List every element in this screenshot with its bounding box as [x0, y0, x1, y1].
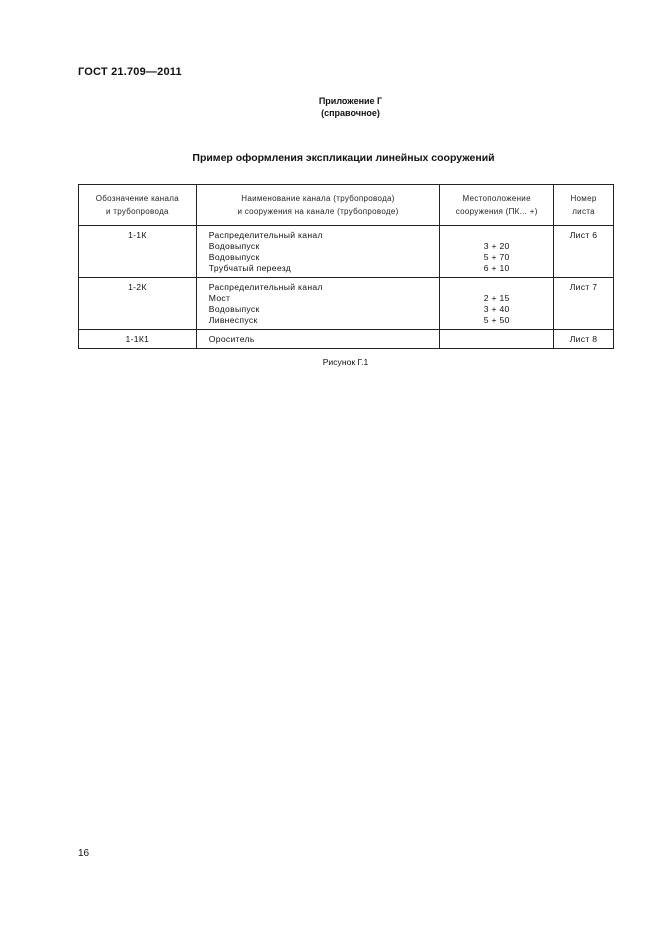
- cell-name-item: Распределительный канал: [208, 282, 323, 292]
- header-code: [79, 185, 197, 226]
- cell-code: 1-1К: [79, 226, 197, 278]
- cell-name-item: Водовыпуск: [208, 241, 260, 251]
- figure-title: [0, 152, 661, 164]
- figure-caption: [0, 357, 661, 367]
- appendix-heading: [0, 95, 661, 119]
- cell-name-item: Распределительный канал: [208, 230, 323, 240]
- cell-name-item: Трубчатый переезд: [208, 263, 292, 273]
- header-location-line2: сооружения (ПК... +): [455, 207, 538, 216]
- table-header-row: [79, 185, 614, 226]
- cell-name-item: Ороситель: [208, 334, 255, 344]
- figure-title-text: Пример оформления экспликации линейных сооружений: [192, 152, 495, 164]
- header-sheet: [554, 185, 614, 226]
- appendix-title: Приложение Г: [318, 96, 383, 106]
- cell-names: [196, 330, 439, 349]
- header-location: [440, 185, 554, 226]
- cell-location-item: 6 + 10: [483, 263, 510, 273]
- cell-locations: [440, 278, 554, 330]
- header-code-line2: и трубопровода: [105, 207, 169, 216]
- cell-sheet: Лист 6: [554, 226, 614, 278]
- cell-name-item: Мост: [208, 293, 231, 303]
- standard-designation: ГОСТ 21.709—2011: [78, 66, 182, 78]
- cell-location-empty: [440, 230, 553, 241]
- header-location-line1: Местоположение: [462, 194, 531, 203]
- page-number: 16: [78, 848, 90, 859]
- header-sheet-line2: листа: [572, 207, 595, 216]
- table-row: [79, 330, 614, 349]
- header-name-line1: Наименование канала (трубопровода): [241, 194, 395, 203]
- cell-names: [196, 226, 439, 278]
- header-sheet-line1: Номер: [570, 194, 597, 203]
- figure-caption-text: Рисунок Г.1: [322, 357, 369, 367]
- cell-code: 1-1К1: [79, 330, 197, 349]
- header-name: [196, 185, 439, 226]
- cell-locations: [440, 226, 554, 278]
- table-row: [79, 226, 614, 278]
- cell-locations: [440, 330, 554, 349]
- cell-location-item: 5 + 70: [483, 252, 510, 262]
- cell-name-item: Водовыпуск: [208, 252, 260, 262]
- cell-names: [196, 278, 439, 330]
- cell-name-item: Ливнеспуск: [208, 315, 258, 325]
- cell-sheet: Лист 8: [554, 330, 614, 349]
- explication-table: [78, 184, 614, 349]
- cell-sheet: Лист 7: [554, 278, 614, 330]
- cell-location-item: 5 + 50: [483, 315, 510, 325]
- cell-code: 1-2К: [79, 278, 197, 330]
- cell-location-empty: [440, 282, 553, 293]
- cell-location-item: 3 + 40: [483, 304, 510, 314]
- header-name-line2: и сооружения на канале (трубопроводе): [237, 207, 399, 216]
- cell-location-item: 2 + 15: [483, 293, 510, 303]
- table-row: [79, 278, 614, 330]
- header-code-line1: Обозначение канала: [95, 194, 179, 203]
- cell-location-item: 3 + 20: [483, 241, 510, 251]
- appendix-subtitle: (справочное): [321, 108, 380, 118]
- cell-name-item: Водовыпуск: [208, 304, 260, 314]
